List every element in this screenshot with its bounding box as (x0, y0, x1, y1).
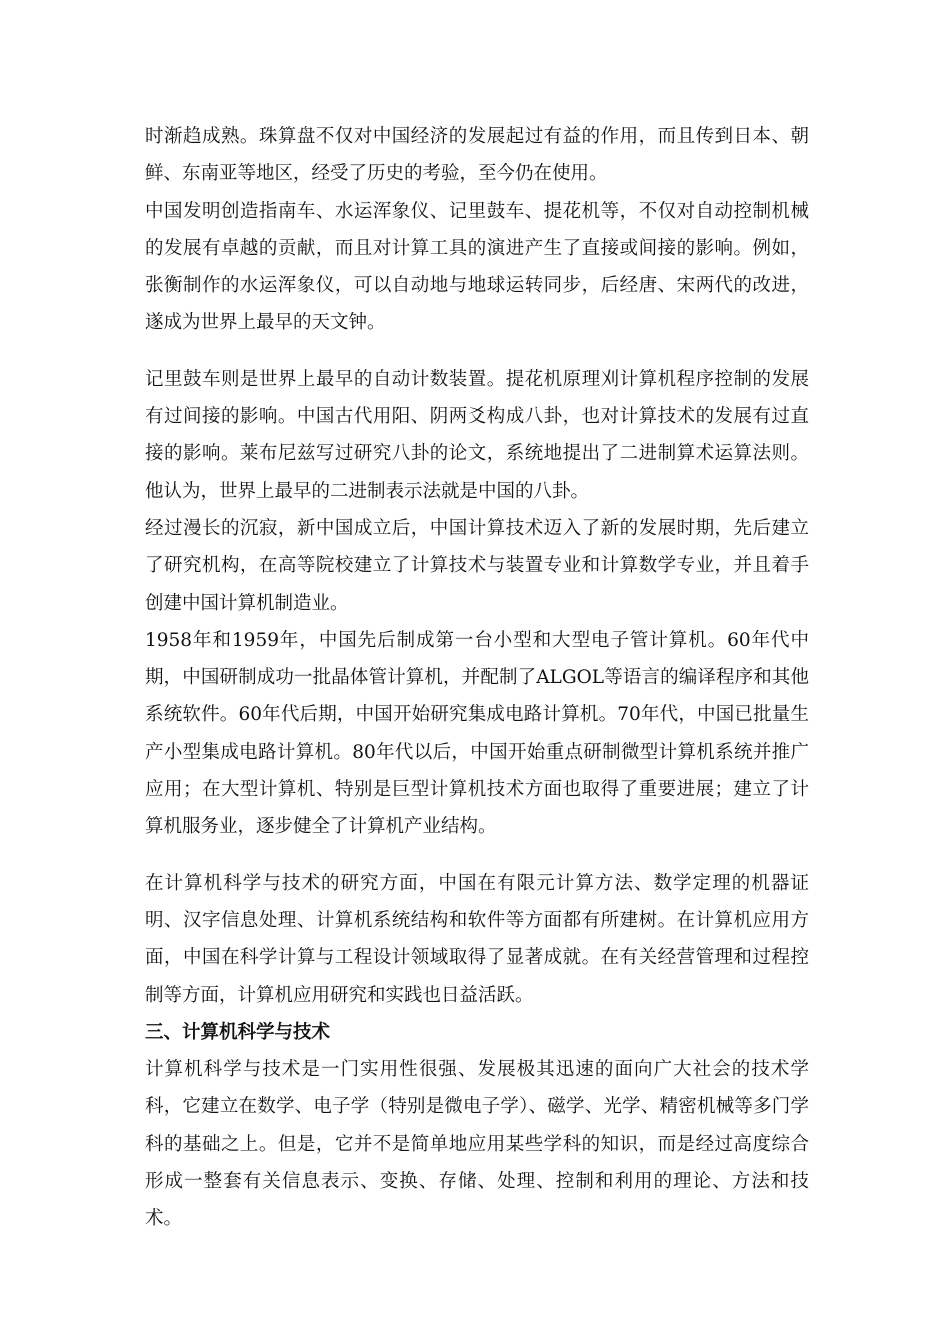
paragraph-new-china: 经过漫长的沉寂，新中国成立后，中国计算技术迈入了新的发展时期，先后建立了研究机构，在高等院校建立了计算技术与装置专业和计算数学专业，并且着手创建中国计算机制造业。 (145, 517, 809, 614)
paragraph-drum-cart: 记里鼓车则是世界上最早的自动计数装置。提花机原理刈计算机程序控制的发展有过间接的影响。中国古代用阳、阴两爻构成八卦，也对计算技术的发展有过直接的影响。莱布尼兹写过研究八卦的论文，系统地提出了二进制算术运算法则。他认为，世界上最早的二进制表示法就是中国的八卦。 (145, 368, 809, 502)
section-heading: 三、计算机科学与技术 (145, 1021, 331, 1043)
paragraph-research: 在计算机科学与技术的研究方面，中国在有限元计算方法、数学定理的机器证明、汉字信息处理、计算机系统结构和软件等方面都有所建树。在计算机应用方面，中国在科学计算与工程设计领域取得了显著成就。在有关经营管理和过程控制等方面，计算机应用研究和实践也日益活跃。 (145, 872, 809, 1006)
paragraph-computer-history: 1958年和1959年，中国先后制成第一台小型和大型电子管计算机。60年代中期，中国研制成功一批晶体管计算机，并配制了ALGOL等语言的编译程序和其他系统软件。60年代后期，中国开始研究集成电路计算机。70年代，中国已批量生产小型集成电路计算机。80年代以后，中国开始重点研制微型计算机系统并推广应用；在大型计算机、特别是巨型计算机技术方面也取得了重要进展；建立了计算机服务业，逐步健全了计算机产业结构。 (145, 629, 809, 838)
document-body (145, 118, 809, 1238)
paragraph-abacus: 时渐趋成熟。珠算盘不仅对中国经济的发展起过有益的作用，而且传到日本、朝鲜、东南亚等地区，经受了历史的考验，至今仍在使用。 (145, 126, 809, 185)
paragraph-inventions: 中国发明创造指南车、水运浑象仪、记里鼓车、提花机等，不仅对自动控制机械的发展有卓越的贡献，而且对计算工具的演进产生了直接或间接的影响。例如，张衡制作的水运浑象仪，可以自动地与地球运转同步，后经唐、宋两代的改进，遂成为世界上最早的天文钟。 (145, 200, 809, 334)
paragraph-section-intro: 计算机科学与技术是一门实用性很强、发展极其迅速的面向广大社会的技术学科，它建立在数学、电子学（特别是微电子学）、磁学、光学、精密机械等多门学科的基础之上。但是，它并不是简单地应用某些学科的知识，而是经过高度综合形成一整套有关信息表示、变换、存储、处理、控制和利用的理论、方法和技术。 (145, 1059, 809, 1230)
